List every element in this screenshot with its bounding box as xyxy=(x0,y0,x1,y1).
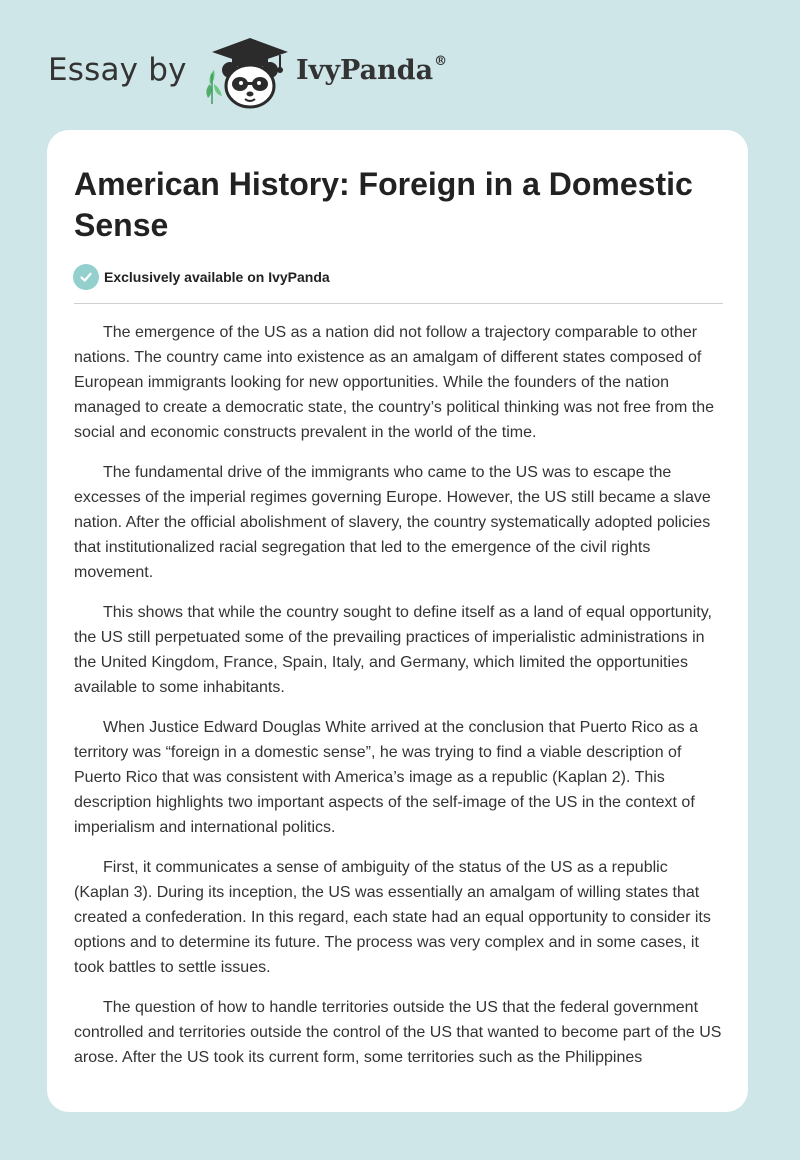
brand-name[interactable] xyxy=(296,55,447,86)
exclusive-label: Exclusively available on IvyPanda xyxy=(104,269,330,285)
paragraph: The emergence of the US as a nation did not follow a trajectory comparable to other nations. The country came into existence as an amalgam of different states composed of European immigrants looking for new opportunities. While the founders of the nation managed to create a democratic state, the country’s political thinking was not free from the social and economic constructs prevalent in the world of the time. xyxy=(74,324,715,441)
brand-prefix: Essay by xyxy=(48,52,187,88)
paragraph: The fundamental drive of the immigrants who came to the US was to escape the excesses of the imperial regimes governing Europe. However, the US still became a slave nation. After the official abolishment of slavery, the country systematically adopted policies that institutionalized racial segregation that led to the emergence of the civil rights movement. xyxy=(74,464,711,581)
exclusive-badge xyxy=(73,263,330,291)
paragraph: When Justice Edward Douglas White arrived at the conclusion that Puerto Rico as a territory was “foreign in a domestic sense”, he was trying to find a viable description of Puerto Rico that was consistent with America’s image as a republic (Kaplan 2). This description highlights two important aspects of the self-image of the US in the context of imperialism and international politics. xyxy=(74,719,698,836)
title-divider xyxy=(74,303,723,304)
check-circle-icon xyxy=(73,264,99,290)
essay-title: American History: Foreign in a Domestic Sense xyxy=(74,166,693,243)
panda-graduation-cap-icon[interactable] xyxy=(200,34,296,110)
paragraph: The question of how to handle territories outside the US that the federal government controlled and territories outside the control of the US that wanted to become part of the US arose. After the US took its current form, some territories such as the Philippines xyxy=(74,999,722,1066)
registered-mark: ® xyxy=(434,54,448,69)
essay-card xyxy=(47,130,748,1112)
essay-body xyxy=(74,320,725,1085)
paragraph: First, it communicates a sense of ambiguity of the status of the US as a republic (Kaplan 3). During its inception, the US was essentially an amalgam of willing states that created a confederation. In this regard, each state had an equal opportunity to consider its options and to determine its future. The process was very complex and in some cases, it took battles to settle issues. xyxy=(74,859,711,976)
paragraph: This shows that while the country sought to define itself as a land of equal opportunity, the US still perpetuated some of the prevailing practices of imperialistic administrations in the United Kingdom, France, Spain, Italy, and Germany, which limited the opportunities available to some inhabitants. xyxy=(74,604,712,696)
ivy-leaf-icon xyxy=(206,70,222,104)
site-header xyxy=(0,0,800,128)
brand-name-text: IvyPanda xyxy=(296,55,434,86)
